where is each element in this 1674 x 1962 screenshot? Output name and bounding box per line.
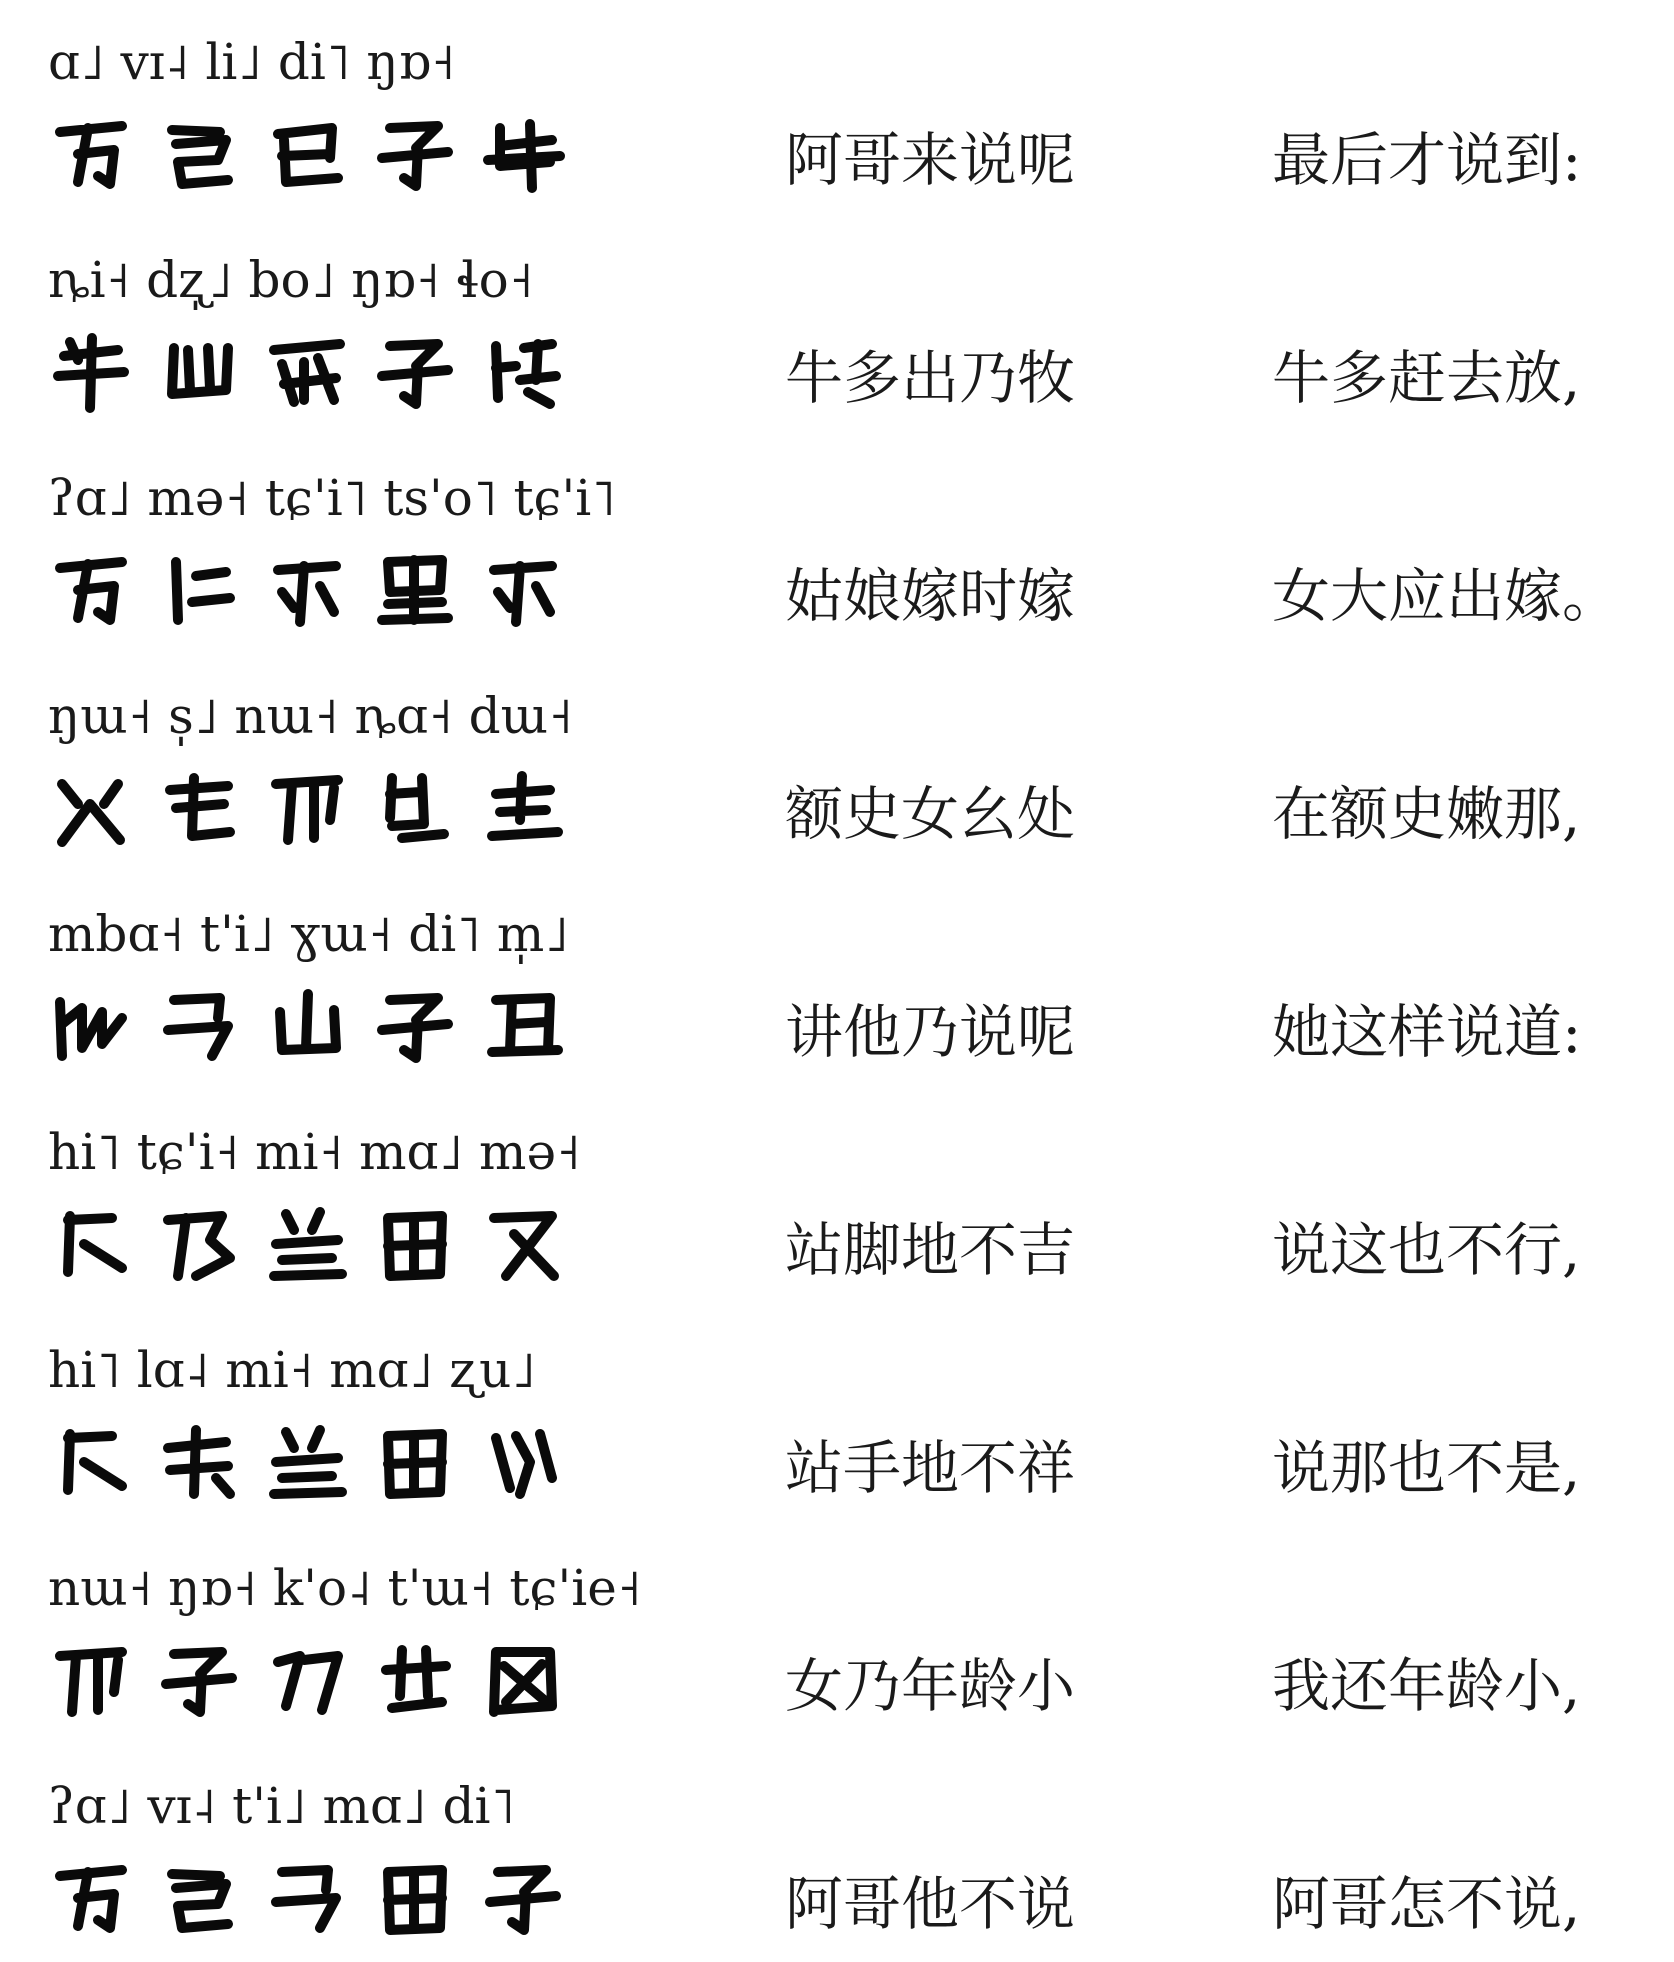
free-translation: 说那也不是, [1272, 1434, 1581, 1502]
yi-glyph-3-icon [264, 982, 350, 1070]
yi-glyph-3-icon [264, 764, 350, 852]
yi-glyph-2-icon [156, 982, 242, 1070]
yi-glyph-1-icon [48, 1854, 134, 1942]
verse-4 [0, 654, 1674, 872]
ipa-line: mbɑ˧ t'i˩ ɣɯ˧ di˥ m̩˩ [48, 905, 569, 963]
literal-translation: 额史女幺处 [785, 780, 1076, 848]
yi-glyph-5-icon [480, 546, 566, 634]
yi-glyph-1-icon [48, 1200, 134, 1288]
literal-translation: 站脚地不吉 [785, 1216, 1076, 1284]
yi-glyph-3-icon [264, 110, 350, 198]
yi-glyph-2-icon [156, 1854, 242, 1942]
ipa-line: nɯ˧ ŋɒ˧ k'o˨ t'ɯ˧ tɕ'ie˧ [48, 1559, 642, 1617]
verse-5 [0, 872, 1674, 1090]
literal-translation: 阿哥他不说 [785, 1870, 1076, 1938]
yi-glyph-1-icon [48, 546, 134, 634]
literal-translation: 女乃年龄小 [785, 1652, 1076, 1720]
yi-glyph-4-icon [372, 1200, 458, 1288]
yi-glyph-2-icon [156, 1418, 242, 1506]
ipa-line: ʔɑ˩ vɪ˨ t'i˩ mɑ˩ di˥ [48, 1777, 516, 1835]
free-translation: 在额史嫩那, [1272, 780, 1581, 848]
free-translation: 她这样说道: [1272, 998, 1582, 1066]
yi-glyph-5-icon [480, 764, 566, 852]
yi-glyph-4-icon [372, 1636, 458, 1724]
yi-glyph-1-icon [48, 1418, 134, 1506]
yi-glyph-1-icon [48, 328, 134, 416]
ipa-line: hi˥ tɕ'i˧ mi˧ mɑ˩ mə˧ [48, 1123, 581, 1181]
free-translation: 最后才说到: [1272, 126, 1582, 194]
yi-glyph-2-icon [156, 546, 242, 634]
yi-glyph-3-icon [264, 328, 350, 416]
yi-glyph-4-icon [372, 982, 458, 1070]
yi-glyph-4-icon [372, 110, 458, 198]
yi-glyph-3-icon [264, 1636, 350, 1724]
literal-translation: 牛多出乃牧 [785, 344, 1076, 412]
literal-translation: 姑娘嫁时嫁 [785, 562, 1076, 630]
yi-glyph-5-icon [480, 1418, 566, 1506]
ipa-line: ɑ˩ vɪ˨ li˩ di˥ ŋɒ˧ [48, 33, 456, 91]
verse-6 [0, 1090, 1674, 1308]
yi-script-line [48, 546, 588, 636]
yi-script-line [48, 982, 588, 1072]
yi-glyph-1-icon [48, 982, 134, 1070]
free-translation: 女大应出嫁。 [1272, 562, 1621, 630]
literal-translation: 阿哥来说呢 [785, 126, 1076, 194]
yi-glyph-5-icon [480, 1200, 566, 1288]
yi-glyph-4-icon [372, 546, 458, 634]
yi-glyph-1-icon [48, 764, 134, 852]
yi-glyph-3-icon [264, 1200, 350, 1288]
yi-script-line [48, 1854, 588, 1944]
yi-glyph-5-icon [480, 982, 566, 1070]
ipa-line: hi˥ lɑ˨ mi˧ mɑ˩ ʐu˩ [48, 1341, 536, 1399]
yi-script-line [48, 1418, 588, 1508]
yi-glyph-2-icon [156, 1636, 242, 1724]
yi-glyph-2-icon [156, 110, 242, 198]
literal-translation: 讲他乃说呢 [785, 998, 1076, 1066]
ipa-line: ȵi˧ dʐ̩˩ bo˩ ŋɒ˧ ɬo˧ [48, 251, 534, 309]
yi-glyph-4-icon [372, 1854, 458, 1942]
yi-glyph-2-icon [156, 1200, 242, 1288]
literal-translation: 站手地不祥 [785, 1434, 1076, 1502]
yi-glyph-5-icon [480, 1636, 566, 1724]
free-translation: 牛多赶去放, [1272, 344, 1581, 412]
verse-1 [0, 0, 1674, 218]
yi-glyph-5-icon [480, 328, 566, 416]
yi-script-line [48, 764, 588, 854]
yi-glyph-3-icon [264, 546, 350, 634]
yi-glyph-2-icon [156, 328, 242, 416]
yi-glyph-5-icon [480, 1854, 566, 1942]
ipa-line: ʔɑ˩ mə˧ tɕ'i˥ ts'o˥ tɕ'i˥ [48, 469, 616, 527]
yi-glyph-4-icon [372, 328, 458, 416]
verse-9 [0, 1744, 1674, 1962]
yi-script-line [48, 1636, 588, 1726]
yi-script-line [48, 110, 588, 200]
free-translation: 说这也不行, [1272, 1216, 1581, 1284]
yi-glyph-1-icon [48, 1636, 134, 1724]
verse-3 [0, 436, 1674, 654]
yi-glyph-3-icon [264, 1418, 350, 1506]
free-translation: 我还年龄小, [1272, 1652, 1581, 1720]
yi-script-line [48, 328, 588, 418]
verse-8 [0, 1526, 1674, 1744]
yi-glyph-2-icon [156, 764, 242, 852]
yi-script-line [48, 1200, 588, 1290]
yi-glyph-1-icon [48, 110, 134, 198]
verse-2 [0, 218, 1674, 436]
yi-glyph-4-icon [372, 1418, 458, 1506]
yi-glyph-3-icon [264, 1854, 350, 1942]
yi-glyph-5-icon [480, 110, 566, 198]
ipa-line: ŋɯ˧ s̩˩ nɯ˧ ȵɑ˧ dɯ˧ [48, 687, 573, 745]
verse-7 [0, 1308, 1674, 1526]
free-translation: 阿哥怎不说, [1272, 1870, 1581, 1938]
yi-glyph-4-icon [372, 764, 458, 852]
